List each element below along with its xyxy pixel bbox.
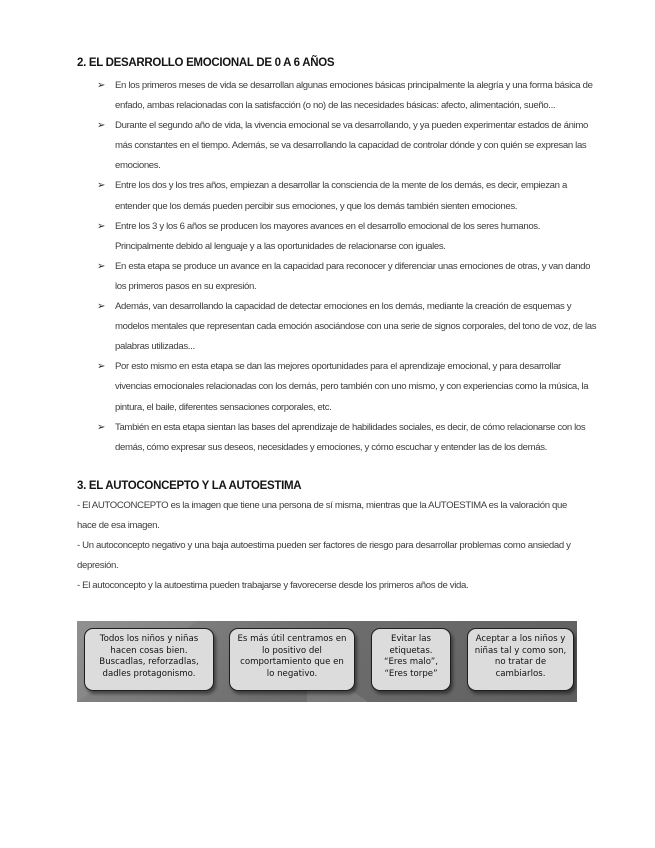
list-item	[97, 76, 599, 116]
autoconcepto-definition: - El AUTOCONCEPTO es la imagen que tiene una persona de sí misma, mientras que la AUTOESTIMA es la valoración que hace de esa imagen.	[77, 500, 567, 531]
tip-box-positive-focus	[229, 628, 355, 691]
list-item	[97, 257, 599, 297]
section-3-heading: 3. EL AUTOCONCEPTO Y LA AUTOESTIMA	[77, 480, 302, 492]
arrowhead-bullet-icon: ➢	[97, 361, 106, 373]
list-item	[97, 176, 599, 216]
section-2-heading: 2. EL DESARROLLO EMOCIONAL DE 0 A 6 AÑOS	[77, 57, 335, 69]
list-item-text: Durante el segundo año de vida, la vivencia emocional se va desarrollando, y ya pueden experimentar estados de ánimo más constantes en el tiempo. Además, se va desarrollando la capacidad de controlar dónde y con quién se expresan las emociones.	[115, 120, 588, 172]
arrowhead-bullet-icon: ➢	[97, 421, 106, 433]
list-item-text: Además, van desarrollando la capacidad de detectar emociones en los demás, mediante la creación de esquemas y modelos mentales que representan cada emoción asociándose con una serie de signos corporales, del tono de voz, de las palabras utilizadas...	[115, 301, 597, 353]
arrowhead-bullet-icon: ➢	[97, 260, 106, 272]
arrowhead-bullet-icon: ➢	[97, 80, 106, 91]
arrowhead-bullet-icon: ➢	[97, 120, 106, 132]
risk-factors-paragraph: - Un autoconcepto negativo y una baja autoestima pueden ser factores de riesgo para desarrollar problemas como ansiedad y depresión.	[77, 540, 571, 571]
list-item-text: En esta etapa se produce un avance en la capacidad para reconocer y diferenciar unas emociones de otras, y van dando los primeros pasos en su expresión.	[115, 260, 591, 292]
list-item-text: Entre los 3 y los 6 años se producen los mayores avances en el desarrollo emocional de los seres humanos. Principalmente debido al lenguaje y a las oportunidades de relacionarse con iguales.	[115, 220, 541, 252]
list-item-text: Entre los dos y los tres años, empiezan a desarrollar la consciencia de la mente de los demás, es decir, empiezan a entender que los demás pueden percibir sus emociones, y que los demás también sienten emociones.	[115, 180, 567, 212]
tip-box-praise	[84, 628, 214, 691]
early-years-paragraph: - El autoconcepto y la autoestima pueden trabajarse y favorecerse desde los primeros años de vida.	[77, 580, 469, 591]
tip-box-acceptance	[467, 628, 574, 691]
emotional-development-list	[97, 76, 599, 458]
tip-box-avoid-labels	[371, 628, 451, 691]
arrowhead-bullet-icon: ➢	[97, 301, 106, 313]
arrowhead-bullet-icon: ➢	[97, 180, 106, 192]
list-item	[97, 297, 599, 357]
list-item	[97, 418, 599, 458]
tips-banner	[77, 621, 577, 702]
list-item	[97, 357, 599, 417]
tip-text: Evitar las etiquetas. “Eres malo”, “Eres torpe”	[384, 634, 438, 679]
arrowhead-bullet-icon: ➢	[97, 220, 106, 232]
list-item-text: Por esto mismo en esta etapa se dan las mejores oportunidades para el aprendizaje emocional, y para desarrollar vivencias emocionales relacionadas con los demás, pero también con uno mismo, y con experiencias como la música, la pintura, el baile, diferentes sensaciones corporales, etc.	[115, 361, 589, 413]
list-item-text: También en esta etapa sientan las bases del aprendizaje de habilidades sociales, es decir, de cómo relacionarse con los demás, cómo expresar sus deseos, necesidades y emociones, y cómo escuchar y entender las de los demás.	[115, 421, 586, 453]
tip-text: Aceptar a los niños y niñas tal y como son, no tratar de cambiarlos.	[474, 634, 567, 679]
list-item	[97, 217, 599, 257]
list-item-text: En los primeros meses de vida se desarrollan algunas emociones básicas principalmente la alegría y una forma básica de enfado, ambas relacionadas con la satisfacción (o no) de las necesidades básicas: afecto, alimentación, sueño...	[115, 80, 593, 112]
list-item	[97, 116, 599, 176]
tip-text: Es más útil centramos en lo positivo del comportamiento que en lo negativo.	[237, 634, 347, 679]
tip-text: Todos los niños y niñas hacen cosas bien. Buscadlas, reforzadlas, dadles protagonismo.	[99, 634, 199, 679]
